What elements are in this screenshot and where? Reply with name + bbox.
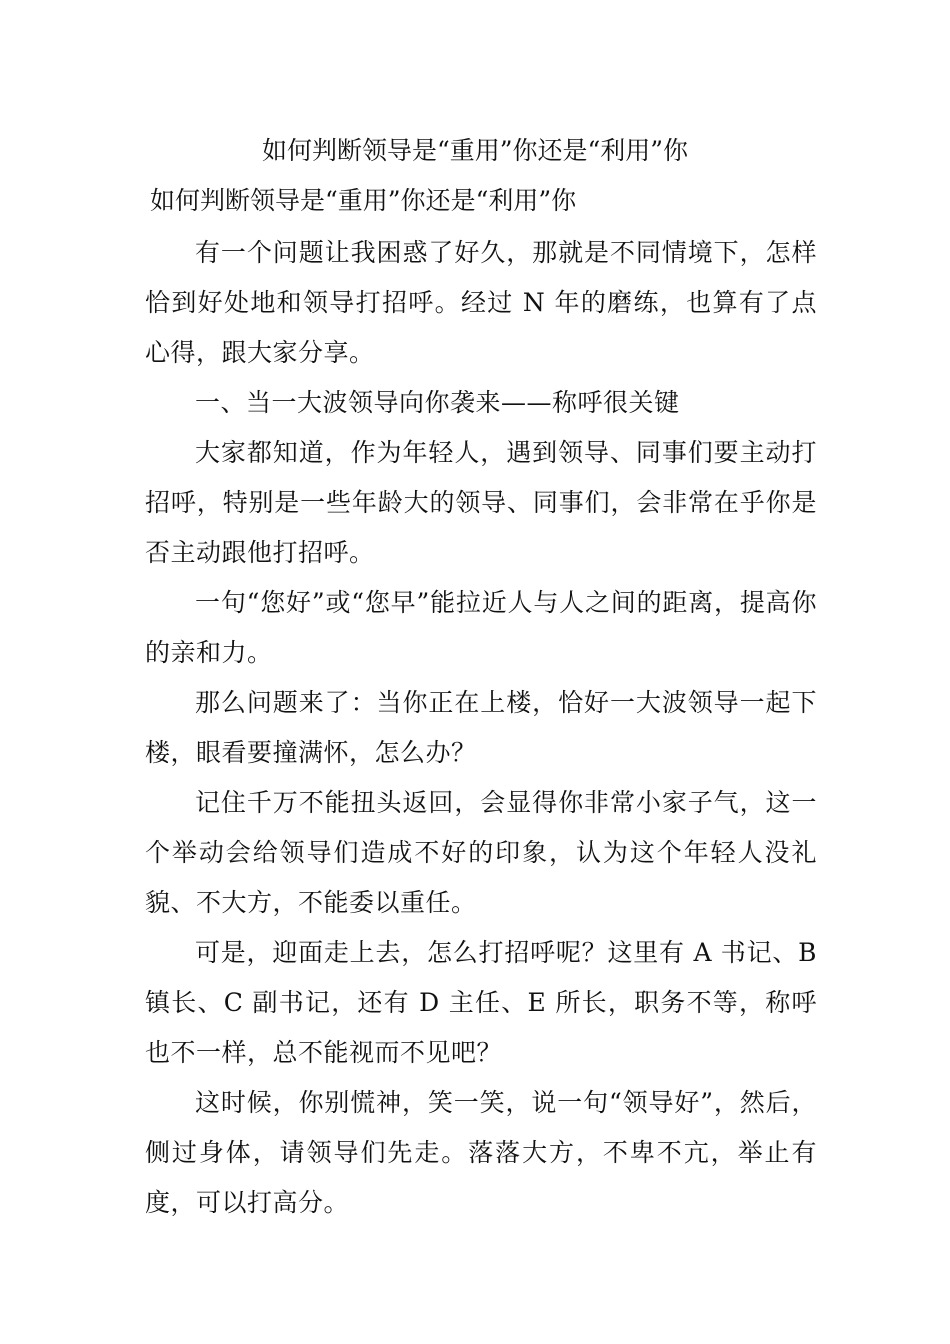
document-title: 如何判断领导是“重用”你还是“利用”你 [261,136,689,165]
paragraph: 一句“您好”或“您早”能拉近人与人之间的距离，提高你的亲和力。 [145,588,817,667]
paragraph: 大家都知道，作为年轻人，遇到领导、同事们要主动打招呼，特别是一些年龄大的领导、同事们，会非常在乎你是否主动跟他打招呼。 [145,438,817,567]
paragraph: 这时候，你别慌神，笑一笑，说一句“领导好”，然后，侧过身体，请领导们先走。落落大方，不卑不亢，举止有度，可以打高分。 [145,1088,817,1217]
paragraph: 可是，迎面走上去，怎么打招呼呢？这里有 A 书记、B 镇长、C 副书记，还有 D 主任、E 所长，职务不等，称呼也不一样，总不能视而不见吧？ [145,938,817,1067]
document-subtitle: 如何判断领导是“重用”你还是“利用”你 [150,186,577,215]
paragraph: 那么问题来了：当你正在上楼，恰好一大波领导一起下楼，眼看要撞满怀，怎么办？ [145,688,817,767]
paragraph: 记住千万不能扭头返回，会显得你非常小家子气，这一个举动会给领导们造成不好的印象，认为这个年轻人没礼貌、不大方，不能委以重任。 [145,788,817,917]
document-body [145,228,817,1228]
paragraph-intro: 有一个问题让我困惑了好久，那就是不同情境下，怎样恰到好处地和领导打招呼。经过 N 年的磨练，也算有了点心得，跟大家分享。 [145,238,817,367]
section-heading-1: 一、当一大波领导向你袭来——称呼很关键 [195,388,680,417]
